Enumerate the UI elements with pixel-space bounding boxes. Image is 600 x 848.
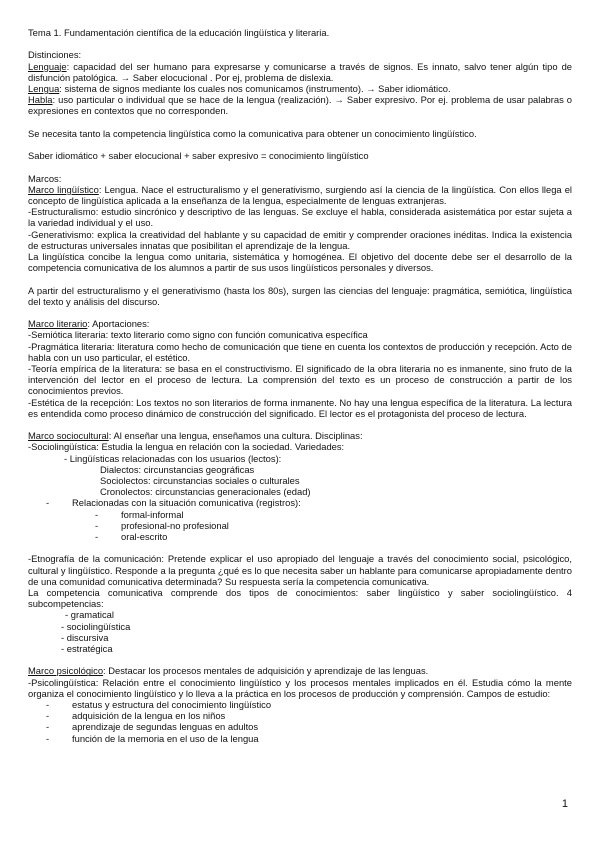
page-number: 1: [561, 798, 568, 810]
marco-literario-text: : Aportaciones:: [87, 318, 150, 330]
list-dash: -: [46, 699, 50, 711]
registro-item: [28, 509, 572, 520]
campo-item: [28, 710, 572, 721]
marco-sociocultural-text: : Al enseñar una lengua, enseñamos una cultura. Disciplinas:: [108, 430, 363, 442]
competencia-comunicativa-paragraph: La competencia comunicativa comprende dos tipos de conocimientos: saber lingüístico y saber sociolingüístico. 4 subcompetencias:: [28, 587, 572, 610]
formula-paragraph: Saber idiomático + saber elocucional + saber expresivo = conocimiento lingüístico: [28, 150, 369, 162]
registro-item-text: oral-escrito: [121, 531, 168, 543]
lenguaje-text: : capacidad del ser humano para expresarse y comunicarse a través de signos. Es innato, salvo tener algún tipo de disfunción patológica. → Saber elocucional . Por ej, problema de dislexia.: [28, 60, 572, 83]
competencia-paragraph: Se necesita tanto la competencia lingüística como la comunicativa para obtener un conocimiento lingüístico.: [28, 127, 477, 139]
campo-item: [28, 699, 572, 710]
document-title: Tema 1. Fundamentación científica de la educación lingüística y literaria.: [28, 27, 330, 38]
registro-item: [28, 531, 572, 542]
marco-linguistico-intro: [28, 184, 572, 206]
list-dash: -: [46, 721, 50, 733]
concibe-paragraph: La lingüística concibe la lengua como unitaria, sistemática y homogénea. El objetivo del docente debe ser el desarrollo de la competencia comunicativa de los alumnos a partir de sus usos lingüísticos personales y diversos.: [28, 251, 572, 274]
estetica-item: -Estética de la recepción: Los textos no son literarios de forma inmanente. No hay una lengua específica de la literatura. La lectura es entendida como proceso dinámico de construcción del significado. El lector es el protagonista del proceso de lectura.: [28, 396, 572, 419]
marcos-heading: Marcos:: [28, 172, 62, 184]
list-dash: -: [46, 497, 50, 509]
marco-sociocultural-term: Marco sociocultural: [28, 430, 109, 442]
marco-psicologico-text: : Destacar los procesos mentales de adquisición y aprendizaje de las lenguas.: [103, 665, 429, 677]
list-dash: -: [46, 732, 50, 744]
semiotica-item: -Semiótica literaria: texto literario como signo con función comunicativa específica: [28, 329, 368, 341]
marco-sociocultural-intro: [28, 430, 572, 441]
lengua-definition: [28, 83, 572, 94]
generativismo-item: -Generativismo: explica la creatividad del hablante y su capacidad de emitir y comprender oraciones inéditas. Indica la existencia de estructuras universales innatas que posibilitan el aprendizaje de la lengua.: [28, 228, 572, 251]
estructuralismo-item: -Estructuralismo: estudio sincrónico y descriptivo de las lenguas. Se excluye el habla, considerada asistemática por estar sujeta a la variedad individual y el uso.: [28, 206, 572, 229]
marco-psicologico-intro: [28, 665, 572, 676]
campo-item-text: función de la memoria en el uso de la lengua: [72, 732, 259, 744]
lecto-item: Cronolectos: circunstancias generacionales (edad): [100, 486, 311, 498]
registro-item-text: formal-informal: [121, 508, 184, 520]
registro-item-text: profesional-no profesional: [121, 519, 229, 531]
subcompetencia-item: - gramatical: [65, 609, 114, 621]
marco-psicologico-term: Marco psicológico: [28, 665, 104, 677]
subcompetencia-item: - discursiva: [61, 631, 109, 643]
sociolinguistica-item: -Sociolingüística: Estudia la lengua en relación con la sociedad. Variedades:: [28, 441, 345, 453]
pragmatica-item: -Pragmática literaria: literatura como hecho de comunicación que tiene en cuenta los contextos de producción y recepción. Acto de habla con un uso particular, el estético.: [28, 340, 572, 363]
habla-definition: [28, 94, 572, 116]
lectos-heading: - Lingüísticas relacionadas con los usuarios (lectos):: [64, 452, 282, 464]
marco-literario-term: Marco literario: [28, 318, 88, 330]
campo-item-text: estatus y estructura del conocimiento lingüístico: [72, 699, 272, 711]
lenguaje-term: Lenguaje: [28, 60, 67, 72]
lengua-term: Lengua: [28, 83, 60, 94]
registros-heading-text: Relacionadas con la situación comunicativa (registros):: [72, 497, 301, 509]
lengua-text: : sistema de signos mediante los cuales nos comunicamos (instrumento). → Saber idiomático.: [59, 83, 451, 94]
subcompetencia-item: - estratégica: [61, 643, 113, 655]
campo-item: [28, 721, 572, 732]
document-content: [28, 27, 572, 744]
list-dash: -: [95, 519, 99, 531]
registros-heading: [28, 497, 572, 508]
subcompetencia-item: - sociolingüística: [61, 620, 131, 632]
list-dash: -: [46, 710, 50, 722]
lecto-item: Sociolectos: circunstancias sociales o culturales: [100, 475, 300, 487]
a-partir-paragraph: A partir del estructuralismo y el generativismo (hasta los 80s), surgen las ciencias del lenguaje: pragmática, semiótica, lingüística del texto y análisis del discurso.: [28, 284, 572, 307]
etnografia-item: -Etnografía de la comunicación: Pretende explicar el uso apropiado del lenguaje a través del conocimiento social, psicológico, cultural y lingüístico. Responde a la pregunta ¿qué es lo que necesita saber un hablante para comunicarse apropiadamente dentro de una comunidad comunicativa determinada? Su respuesta sería la competencia comunicativa.: [28, 553, 572, 587]
habla-term: Habla: [28, 94, 53, 106]
list-dash: -: [95, 508, 99, 520]
distinciones-heading: Distinciones:: [28, 49, 82, 61]
marco-literario-intro: [28, 318, 572, 329]
marco-linguistico-term: Marco lingüístico: [28, 183, 99, 195]
registro-item: [28, 520, 572, 531]
campo-item-text: adquisición de la lengua en los niños: [72, 710, 226, 722]
habla-text: : uso particular o individual que se hace de la lengua (realización). → Saber expresivo. Por ej. problema de usar palabras o expresiones en contextos que no corresponden.: [28, 94, 572, 117]
lecto-item: Dialectos: circunstancias geográficas: [100, 463, 255, 475]
campo-item: [28, 733, 572, 744]
psicolinguistica-item: -Psicolingüística: Relación entre el conocimiento lingüístico y los procesos mentales implicados en él. Estudia cómo la mente organiza el conocimiento lingüístico y lo lleva a la práctica en los procesos de producción y comprensión. Campos de estudio:: [28, 676, 572, 699]
teoria-item: -Teoría empírica de la literatura: se basa en el constructivismo. El significado de la obra literaria no es inmanente, sino fruto de la intervención del lector en el proceso de lectura. La comprensión del texto es un proceso de construcción a partir de los conocimientos previos.: [28, 363, 572, 397]
marco-linguistico-text: : Lengua. Nace el estructuralismo y el generativismo, surgiendo así la ciencia de la lingüística. Con ellos llega el concepto de lingüística aplicada a la enseñanza de la lengua, especialmente de lenguas extranjeras.: [28, 183, 572, 206]
list-dash: -: [95, 531, 99, 543]
lenguaje-definition: [28, 61, 572, 83]
campo-item-text: aprendizaje de segundas lenguas en adultos: [72, 721, 259, 733]
